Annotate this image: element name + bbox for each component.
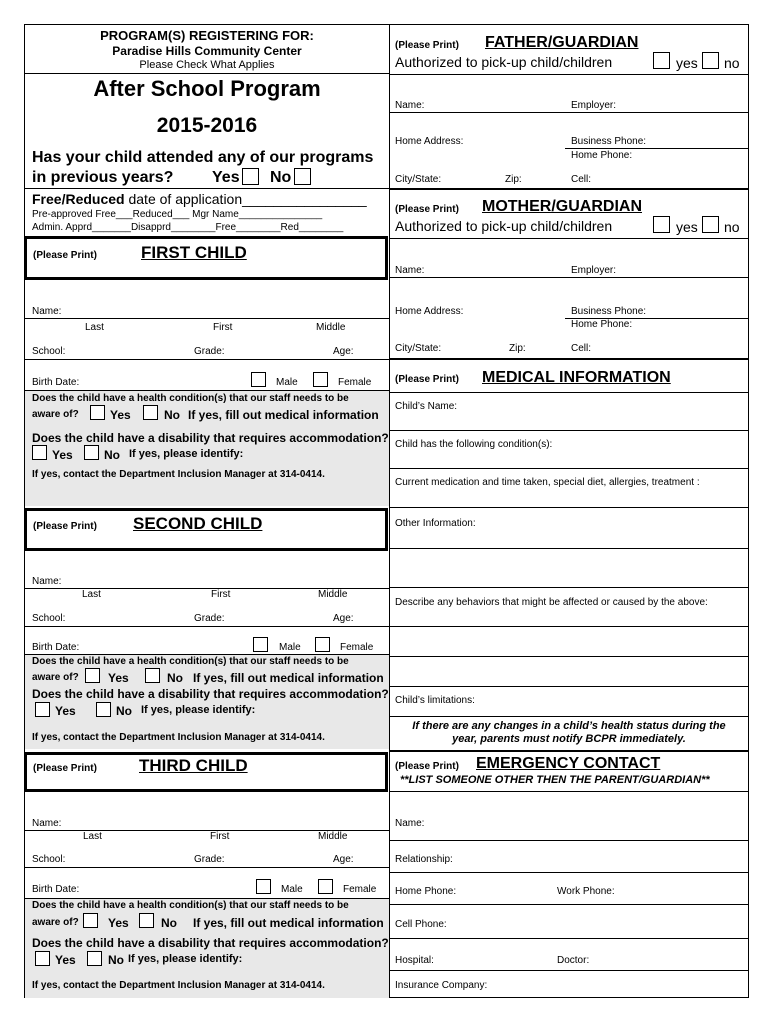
emergency-hospital-label: Hospital: [395,955,434,966]
mother-authorized-no-checkbox[interactable] [702,216,719,233]
free-reduced-label: Free/Reduced date of application________________ [32,191,367,207]
first-child-disability-identify: If yes, please identify: [129,448,244,460]
second-child-health-yes-label: Yes [108,671,129,685]
mother-business-phone-label: Business Phone: [571,306,647,317]
mother-authorized: Authorized to pick-up child/children [395,218,613,234]
mother-title: MOTHER/GUARDIAN [482,198,642,215]
third-child-grade-label: Grade: [194,854,225,865]
programs-title: PROGRAM(S) REGISTERING FOR: [100,28,314,43]
attended-question-line2: in previous years? [32,169,174,186]
third-child-health-no-checkbox[interactable] [139,913,154,928]
program-name: After School Program [93,76,321,101]
first-child-title: FIRST CHILD [141,243,247,262]
first-child-male-label: Male [276,377,298,388]
father-business-phone-label: Business Phone: [571,136,647,147]
emergency-name-label: Name: [395,818,425,829]
second-child-health-yes-checkbox[interactable] [85,668,100,683]
third-child-health-yes-checkbox[interactable] [83,913,98,928]
third-child-contact-inclusion: If yes, contact the Department Inclusion Manager at 314-0414. [32,980,325,991]
emergency-note: **LIST SOMEONE OTHER THEN THE PARENT/GUARDIAN** [400,774,710,786]
father-authorized-no-label: no [724,55,740,71]
medical-notice-line1: If there are any changes in a child’s health status during the [412,720,726,732]
father-authorized-no-checkbox[interactable] [702,52,719,69]
emergency-relationship-label: Relationship: [395,854,453,865]
second-child-age-label: Age: [333,613,354,624]
mother-please-print: (Please Print) [395,204,459,215]
third-child-health-q2: aware of? [32,917,79,928]
mother-zip-label: Zip: [509,343,526,354]
third-child-disability-identify: If yes, please identify: [128,953,243,965]
first-child-grade-label: Grade: [194,346,225,357]
second-child-school-label: School: [32,613,66,624]
emergency-cell-phone-label: Cell Phone: [395,919,447,930]
attended-yes-label: Yes [212,169,240,186]
father-please-print: (Please Print) [395,40,459,51]
father-name-label: Name: [395,100,425,111]
second-child-last-label: Last [82,589,101,600]
father-title: FATHER/GUARDIAN [485,34,639,51]
second-child-female-checkbox[interactable] [315,637,330,652]
third-child-birthdate-label: Birth Date: [32,884,80,895]
emergency-work-phone-label: Work Phone: [557,886,615,897]
first-child-health-no-checkbox[interactable] [143,405,158,420]
center-name: Paradise Hills Community Center [112,44,302,58]
father-home-address-label: Home Address: [395,136,464,147]
mother-name-label: Name: [395,265,425,276]
medical-medication-label: Current medication and time taken, special diet, allergies, treatment : [395,477,700,488]
third-child-disability-no-label: No [108,953,124,967]
check-applies: Please Check What Applies [139,59,275,71]
second-child-please-print: (Please Print) [33,521,97,532]
first-child-last-label: Last [85,322,104,333]
third-child-name-label: Name: [32,818,62,829]
mother-home-address-label: Home Address: [395,306,464,317]
second-child-male-label: Male [279,642,301,653]
emergency-title: EMERGENCY CONTACT [476,755,661,772]
third-child-disability-yes-checkbox[interactable] [35,951,50,966]
third-child-female-checkbox[interactable] [318,879,333,894]
second-child-title: SECOND CHILD [133,514,263,533]
first-child-birthdate-label: Birth Date: [32,377,80,388]
second-child-female-label: Female [340,642,374,653]
medical-title: MEDICAL INFORMATION [482,369,671,386]
mother-authorized-yes-checkbox[interactable] [653,216,670,233]
first-child-disability-q: Does the child have a disability that requires accommodation? [32,431,389,445]
second-child-health-no-label: No [167,671,183,685]
mother-cell-label: Cell: [571,343,592,354]
second-child-health-no-checkbox[interactable] [145,668,160,683]
first-child-disability-yes-label: Yes [52,448,73,462]
first-child-health-q2: aware of? [32,409,79,420]
emergency-insurance-label: Insurance Company: [395,980,488,991]
father-authorized: Authorized to pick-up child/children [395,54,613,70]
second-child-health-q1: Does the child have a health condition(s) that our staff needs to be [32,656,349,667]
mother-authorized-yes-label: yes [676,219,698,235]
second-child-middle-label: Middle [318,589,348,600]
first-child-contact-inclusion: If yes, contact the Department Inclusion Manager at 314-0414. [32,469,325,480]
second-child-first-label: First [211,589,231,600]
third-child-last-label: Last [83,831,102,842]
third-child-disability-no-checkbox[interactable] [87,951,102,966]
third-child-health-q1: Does the child have a health condition(s) that our staff needs to be [32,900,349,911]
medical-notice-line2: year, parents must notify BCPR immediately. [452,733,686,745]
second-child-health-ifyes: If yes, fill out medical information [193,671,384,685]
father-employer-label: Employer: [571,100,617,111]
third-child-male-label: Male [281,884,303,895]
third-child-disability-q: Does the child have a disability that requires accommodation? [32,936,389,950]
first-child-disability-no-label: No [104,448,120,462]
emergency-home-phone-label: Home Phone: [395,886,457,897]
emergency-please-print: (Please Print) [395,761,459,772]
medical-conditions-label: Child has the following condition(s): [395,439,553,450]
first-child-health-yes-checkbox[interactable] [90,405,105,420]
right-column-frame [389,24,749,998]
attended-yes-checkbox[interactable] [242,168,259,185]
mother-city-state-label: City/State: [395,343,442,354]
mother-authorized-no-label: no [724,219,740,235]
first-child-please-print: (Please Print) [33,250,97,261]
admin-line: Admin. Apprd_______Disapprd________Free________Red________ [32,222,344,233]
emergency-doctor-label: Doctor: [557,955,590,966]
father-home-phone-label: Home Phone: [571,150,633,161]
first-child-health-yes-label: Yes [110,408,131,422]
attended-no-label: No [270,169,292,186]
father-cell-label: Cell: [571,174,592,185]
first-child-health-q1: Does the child have a health condition(s) that our staff needs to be [32,393,349,404]
third-child-health-no-label: No [161,916,177,930]
third-child-health-ifyes: If yes, fill out medical information [193,916,384,930]
first-child-first-label: First [213,322,233,333]
third-child-please-print: (Please Print) [33,763,97,774]
mother-home-phone-label: Home Phone: [571,319,633,330]
first-child-health-no-label: No [164,408,180,422]
third-child-age-label: Age: [333,854,354,865]
third-child-male-checkbox[interactable] [256,879,271,894]
second-child-birthdate-label: Birth Date: [32,642,80,653]
medical-limitations-label: Child’s limitations: [395,695,475,706]
father-zip-label: Zip: [505,174,522,185]
first-child-female-label: Female [338,377,372,388]
third-child-first-label: First [210,831,230,842]
first-child-name-label: Name: [32,306,62,317]
second-child-disability-identify: If yes, please identify: [141,704,256,716]
second-child-disability-q: Does the child have a disability that requires accommodation? [32,687,389,701]
second-child-contact-inclusion: If yes, contact the Department Inclusion Manager at 314-0414. [32,732,325,743]
medical-other-info-label: Other Information: [395,518,476,529]
first-child-school-label: School: [32,346,66,357]
third-child-female-label: Female [343,884,377,895]
second-child-grade-label: Grade: [194,613,225,624]
first-child-disability-no-checkbox[interactable] [84,445,99,460]
second-child-disability-no-checkbox[interactable] [96,702,111,717]
medical-behaviors-label: Describe any behaviors that might be affected or caused by the above: [395,597,708,608]
preapproved-line: Pre-approved Free___Reduced___ Mgr Name_______________ [32,209,323,220]
second-child-disability-yes-label: Yes [55,704,76,718]
third-child-title: THIRD CHILD [139,756,248,775]
attended-question-line1: Has your child attended any of our programs [32,149,374,166]
father-city-state-label: City/State: [395,174,442,185]
mother-employer-label: Employer: [571,265,617,276]
first-child-middle-label: Middle [316,322,346,333]
father-authorized-yes-label: yes [676,55,698,71]
second-child-disability-yes-checkbox[interactable] [35,702,50,717]
first-child-disability-yes-checkbox[interactable] [32,445,47,460]
first-child-age-label: Age: [333,346,354,357]
second-child-name-label: Name: [32,576,62,587]
first-child-health-ifyes: If yes, fill out medical information [188,408,379,422]
medical-childs-name-label: Child’s Name: [395,401,458,412]
third-child-middle-label: Middle [318,831,348,842]
first-child-male-checkbox[interactable] [251,372,266,387]
first-child-female-checkbox[interactable] [313,372,328,387]
medical-please-print: (Please Print) [395,374,459,385]
program-year: 2015-2016 [156,114,258,137]
father-authorized-yes-checkbox[interactable] [653,52,670,69]
attended-no-checkbox[interactable] [294,168,311,185]
third-child-health-yes-label: Yes [108,916,129,930]
third-child-school-label: School: [32,854,66,865]
second-child-health-q2: aware of? [32,672,79,683]
second-child-male-checkbox[interactable] [253,637,268,652]
second-child-disability-no-label: No [116,704,132,718]
third-child-disability-yes-label: Yes [55,953,76,967]
